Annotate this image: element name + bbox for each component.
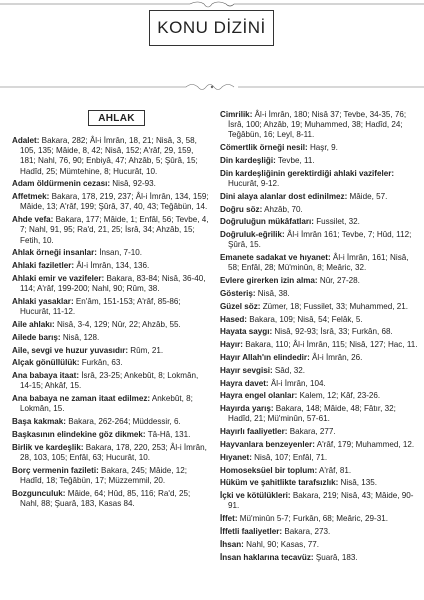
index-term: Doğruluğun mükâfatları: [220, 217, 314, 227]
index-entry [12, 443, 210, 463]
index-entry [220, 391, 420, 401]
index-term: Ahlaki yasaklar: [12, 297, 74, 306]
index-term: İffet: [220, 514, 238, 524]
index-references: Rûm, 21. [128, 345, 164, 355]
index-references: Nisâ, 107; Enfâl, 71. [251, 452, 328, 462]
index-references: Âl-i İmrân, 161; Nisâ, 58; Enfâl, 28; Mü'minûn, 8; Meâric, 32. [228, 253, 409, 273]
index-term: Cömertlik örneği nesil: [220, 143, 308, 153]
index-references: En'âm, 151-153; A'râf, 85-86; Hucurât, 11-12. [20, 297, 181, 317]
index-term: Aile ahlakı: [12, 320, 55, 329]
index-term: Adalet: [12, 136, 40, 145]
index-term: Ana babaya ne zaman itaat edilmez: [12, 394, 151, 404]
index-term: Adam öldürmenin cezası: [12, 179, 111, 189]
index-entry [220, 540, 420, 550]
index-references: Bakara, 178, 219, 237; Âl-i İmrân, 134, 159; Mâide, 13; A'râf, 199; Şûrâ, 37, 40, 43; Teğâbün, 14. [20, 192, 209, 212]
index-term: Din kardeşliği: [220, 156, 276, 165]
index-references: A'râf, 179; Muhammed, 12. [314, 439, 415, 449]
index-entry [220, 440, 420, 450]
index-term: Alçak gönüllülük: [12, 358, 80, 368]
index-term: Cimrilik: [220, 110, 253, 119]
index-term: İhsan: [220, 539, 244, 549]
index-references: Âl-i İmrân, 104. [268, 378, 326, 388]
index-references: Bakara, 110; Âl-i İmrân, 115; Nisâ, 127; Hac, 11. [242, 340, 418, 350]
index-entry [220, 491, 420, 511]
index-entry [12, 333, 210, 343]
index-references: Zümer, 18; Fussilet, 33; Muhammed, 21. [260, 301, 409, 311]
index-term: Birlik ve kardeşlik: [12, 442, 84, 452]
index-term: Hayır: [220, 340, 243, 350]
index-references: Nisâ, 128. [60, 332, 100, 342]
index-references: Bakara, 282; Âl-i İmrân, 18, 21; Nisâ, 3, 58, 105, 135; Mâide, 8, 42; Nisâ, 152; A'râf, 29, 159, 181; Nahl, 76, 90; Enbiyâ, 47; Ahzâb, 5; Şûrâ, 15; Hadîd, 25; Mümtehine, 8; Hucurât, 10. [20, 136, 198, 176]
index-entry [12, 358, 210, 368]
index-entry [220, 527, 420, 537]
index-references: Âl-i İmrân, 26. [309, 352, 363, 362]
index-references: Nahl, 90; Kasas, 77. [243, 539, 319, 549]
index-term: İffetli faaliyetler: [220, 526, 283, 536]
index-entry [220, 353, 420, 363]
index-term: Ahlaki faziletler: [12, 261, 75, 271]
index-references: Nisâ, 38. [255, 288, 290, 298]
index-references: Nisâ, 92-93. [110, 179, 156, 189]
index-entry [220, 192, 420, 202]
index-term: İnsan haklarına tecavüz: [220, 552, 314, 562]
index-entry [220, 217, 420, 227]
index-entry [220, 427, 420, 437]
index-entry [220, 289, 420, 299]
index-references: Tâ-Hâ, 131. [145, 429, 191, 439]
index-term: Hayvanlara benzeyenler: [220, 439, 315, 449]
index-term: Gösteriş: [220, 288, 256, 298]
index-references: Sâd, 32. [272, 365, 306, 375]
index-term: Doğru söz: [220, 204, 263, 214]
index-term: Evlere girerken izin alma: [220, 276, 318, 286]
index-term: Hüküm ve şahitlikte tarafsızlık: [220, 478, 339, 488]
index-references: A'râf, 81. [317, 465, 352, 475]
index-references: Mâide, 64; Hûd, 85, 116; Ra'd, 25; Nahl, 88; Şuarâ, 183, Kasas 84. [20, 488, 191, 508]
index-term: Hayırda yarış: [220, 404, 274, 414]
index-entry [220, 143, 420, 153]
index-term: Hayra engel olanlar: [220, 391, 298, 401]
index-term: Doğruluk-eğrilik: [220, 230, 285, 240]
index-entry [12, 417, 210, 427]
index-entry [12, 371, 210, 391]
index-references: Mü'minûn 5-7; Furkân, 68; Meâric, 29-31. [237, 514, 388, 524]
index-entry [220, 466, 420, 476]
index-entry [12, 136, 210, 177]
section-label: AHLAK [98, 112, 135, 124]
index-references: Mâide, 57. [347, 191, 388, 201]
index-term: Din kardeşliğinin gerektirdiği ahlaki vazifeler: [220, 168, 395, 178]
index-references: Bakara, 178, 220, 253; Âl-i İmrân, 28, 103, 105; Enfâl, 63; Hucurât, 10. [20, 442, 207, 462]
index-entry [220, 379, 420, 389]
index-entry [220, 169, 420, 189]
index-references: Âl-i İmrân, 180; Nisâ 37; Tevbe, 34-35, 76; İsrâ, 100; Ahzâb, 19; Muhammed, 38; Hadîd, 24; Teğâbün, 16; Leyl, 8-11. [228, 110, 407, 140]
index-entry [12, 346, 210, 356]
index-references: Âl-i İmrân 161; Tevbe, 7; Hûd, 112; Şûrâ, 15. [228, 230, 412, 250]
index-term: Ahlaki emir ve vazifeler: [12, 274, 105, 283]
index-term: Bozgunculuk: [12, 488, 66, 498]
index-term: Homoseksüel bir toplum: [220, 465, 318, 475]
index-entry [220, 553, 420, 563]
index-entry [220, 156, 420, 166]
index-entry [220, 340, 420, 350]
index-entry [220, 230, 420, 250]
index-entry [220, 315, 420, 325]
index-references: Ankebût, 8; Lokmân, 15. [20, 394, 193, 414]
index-term: Başa kakmak: [12, 417, 66, 427]
index-term: Aile, sevgi ve huzur yuvasıdır: [12, 345, 129, 355]
index-references: Fussilet, 32. [313, 217, 360, 227]
index-references: Âl-i İmrân, 134, 136. [74, 261, 150, 271]
index-entry [12, 248, 210, 258]
index-term: Borç vermenin fazileti: [12, 465, 99, 475]
index-entry [12, 320, 210, 330]
index-term: Hayra davet: [220, 378, 269, 388]
index-references: Bakara, 262-264; Müddessir, 6. [66, 417, 181, 427]
page-title: KONU DİZİNİ [157, 18, 266, 37]
index-column-right [220, 110, 420, 565]
index-entry [220, 404, 420, 424]
page-title-box [149, 10, 274, 46]
index-term: Hıyanet: [220, 452, 252, 462]
index-references: Bakara, 109; Nisâ, 54; Felâk, 5. [247, 314, 363, 324]
index-term: Emanete sadakat ve hıyanet: [220, 253, 331, 263]
index-entry [220, 478, 420, 488]
divider-ornament [0, 80, 424, 94]
index-term: Ana babaya itaat: [12, 371, 80, 381]
index-term: Ahde vefa: [12, 215, 54, 225]
index-references: Bakara, 219; Nisâ, 43; Mâide, 90-91. [228, 491, 414, 511]
index-entry [220, 514, 420, 524]
index-references: Bakara, 273. [282, 526, 331, 536]
index-entry [220, 110, 420, 141]
index-entry [12, 274, 210, 294]
index-references: Bakara, 277. [287, 427, 336, 437]
index-entry [220, 327, 420, 337]
index-references: İnsan, 7-10. [97, 248, 143, 258]
index-entry [220, 253, 420, 273]
index-term: Güzel söz: [220, 301, 261, 311]
index-column-left [12, 136, 210, 512]
index-references: Tevbe, 11. [275, 156, 315, 165]
index-term: Ahlak örneği insanlar: [12, 248, 98, 258]
index-references: Bakara, 245; Mâide, 12; Hadîd, 18; Teğâbün, 17; Müzzemmil, 20. [20, 465, 187, 485]
index-entry [220, 366, 420, 376]
index-term: Ailede barış: [12, 332, 61, 342]
index-references: Şuarâ, 183. [313, 552, 358, 562]
index-entry [12, 430, 210, 440]
index-term: Hayırlı faaliyetler: [220, 427, 288, 437]
index-references: Nisâ, 3-4, 129; Nûr, 22; Ahzâb, 55. [54, 320, 181, 329]
index-entry [220, 276, 420, 286]
index-entry [12, 215, 210, 246]
index-references: Bakara, 148; Mâide, 48; Fâtır, 32; Hadîd, 21; Mü'minûn, 57-61. [228, 404, 396, 424]
index-references: Nisâ, 92-93; İsrâ, 33; Furkân, 68. [272, 327, 393, 337]
index-entry [12, 297, 210, 317]
index-references: Nûr, 27-28. [317, 276, 360, 286]
index-term: Affetmek: [12, 192, 50, 202]
index-references: Nisâ, 135. [338, 478, 378, 488]
index-references: Kalem, 12; Kâf, 23-26. [297, 391, 381, 401]
index-entry [12, 489, 210, 509]
index-term: Dini alaya alanlar dost edinilmez: [220, 191, 348, 201]
section-label-box [88, 110, 145, 126]
index-entry [220, 453, 420, 463]
index-references: Bakara, 177; Mâide, 1; Enfâl, 56; Tevbe, 4, 7; Nahl, 91, 95; Ra'd, 21, 25; İsrâ, 34; Ahzâb, 15; Fetih, 10. [20, 215, 209, 245]
index-references: Bakara, 83-84; Nisâ, 36-40, 114; A'râf, 199-200; Nahl, 90; Rûm, 38. [20, 274, 206, 294]
index-term: Hayır sevgisi: [220, 365, 273, 375]
index-term: Hayır Allah'ın elindedir: [220, 352, 310, 362]
index-references: Haşr, 9. [307, 143, 338, 153]
index-entry [220, 205, 420, 215]
index-entry [12, 179, 210, 189]
index-entry [220, 302, 420, 312]
index-term: Hased: [220, 314, 247, 324]
index-term: Hayata saygı: [220, 327, 273, 337]
index-entry [12, 192, 210, 212]
index-references: İsrâ, 23-25; Ankebût, 8; Lokmân, 14-15; Ahkâf, 15. [20, 371, 199, 391]
index-entry [12, 261, 210, 271]
index-term: Başkasının elindekine göz dikmek: [12, 429, 146, 439]
index-references: Furkân, 63. [79, 358, 123, 368]
index-references: Hucurât, 9-12. [228, 179, 280, 188]
index-entry [12, 466, 210, 486]
index-entry [12, 394, 210, 414]
index-term: İçki ve kötülükleri: [220, 491, 291, 501]
index-references: Ahzâb, 70. [262, 204, 303, 214]
